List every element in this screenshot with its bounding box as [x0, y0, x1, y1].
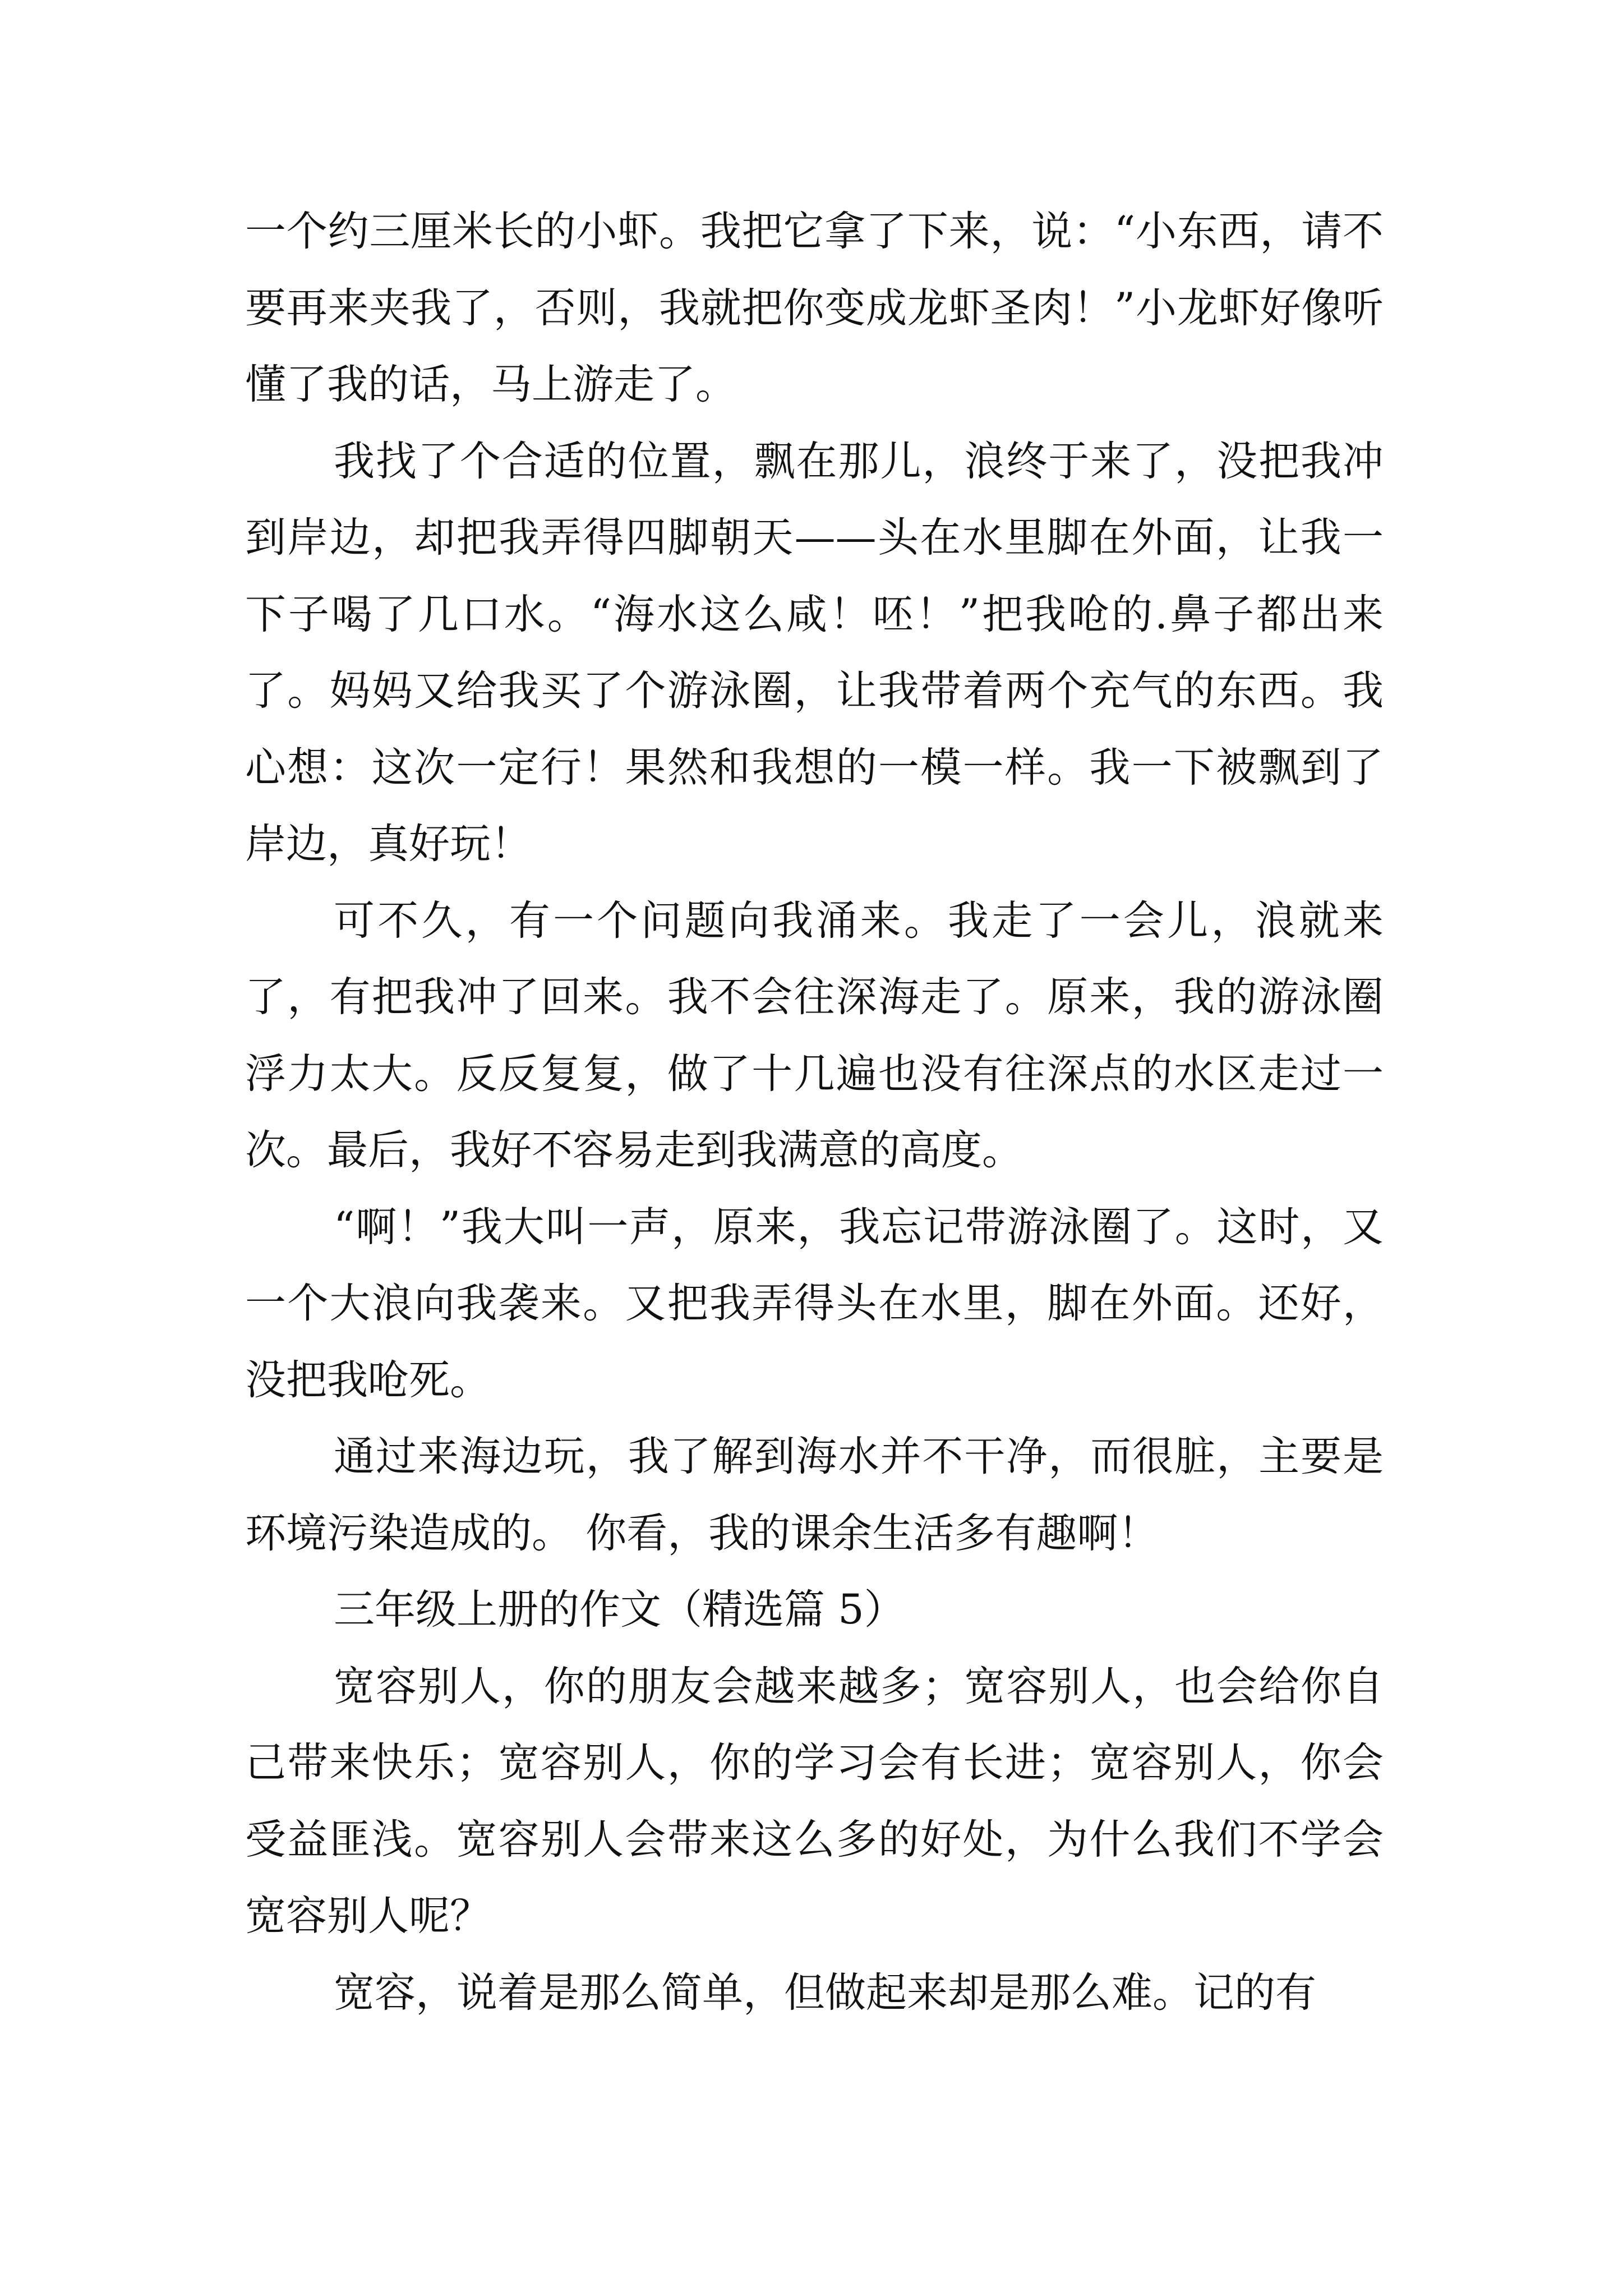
section-heading: 三年级上册的作文（精选篇 5） [334, 1586, 905, 1634]
paragraph-5: 通过来海边玩，我了解到海水并不干净，而很脏，主要是环境污染造成的。 你看，我的课余生活多有趣啊！ [245, 1433, 1384, 1557]
paragraph-3: 可不久，有一个问题向我涌来。我走了一会儿，浪就来了，有把我冲了回来。我不会往深海走了。原来，我的游泳圈浮力太大。反反复复，做了十几遍也没有往深点的水区走过一次。最后，我好不容易走到我满意的高度。 [245, 896, 1384, 1174]
paragraph-1: 一个约三厘米长的小虾。我把它拿了下来，说：“小东西，请不要再来夹我了，否则，我就把你变成龙虾圣肉！”小龙虾好像听懂了我的话，马上游走了。 [245, 208, 1384, 408]
paragraph-2: 我找了个合适的位置，飘在那儿，浪终于来了，没把我冲到岸边，却把我弄得四脚朝天——头在水里脚在外面，让我一下子喝了几口水。“海水这么咸！呸！”把我呛的.鼻子都出来了。妈妈又给我买了个游泳圈，让我带着两个充气的东西。我心想：这次一定行！果然和我想的一模一样。我一下被飘到了岸边，真好玩！ [245, 437, 1384, 868]
paragraph-7: 宽容，说着是那么简单，但做起来却是那么难。记的有 [334, 1968, 1316, 2017]
document-body [245, 194, 1384, 2031]
paragraph-6: 宽容别人，你的朋友会越来越多；宽容别人，也会给你自己带来快乐；宽容别人，你的学习会有长进；宽容别人，你会受益匪浅。宽容别人会带来这么多的好处，为什么我们不学会宽容别人呢？ [245, 1662, 1384, 1940]
paragraph-4: “啊！”我大叫一声，原来，我忘记带游泳圈了。这时，又一个大浪向我袭来。又把我弄得头在水里，脚在外面。还好，没把我呛死。 [245, 1203, 1384, 1404]
